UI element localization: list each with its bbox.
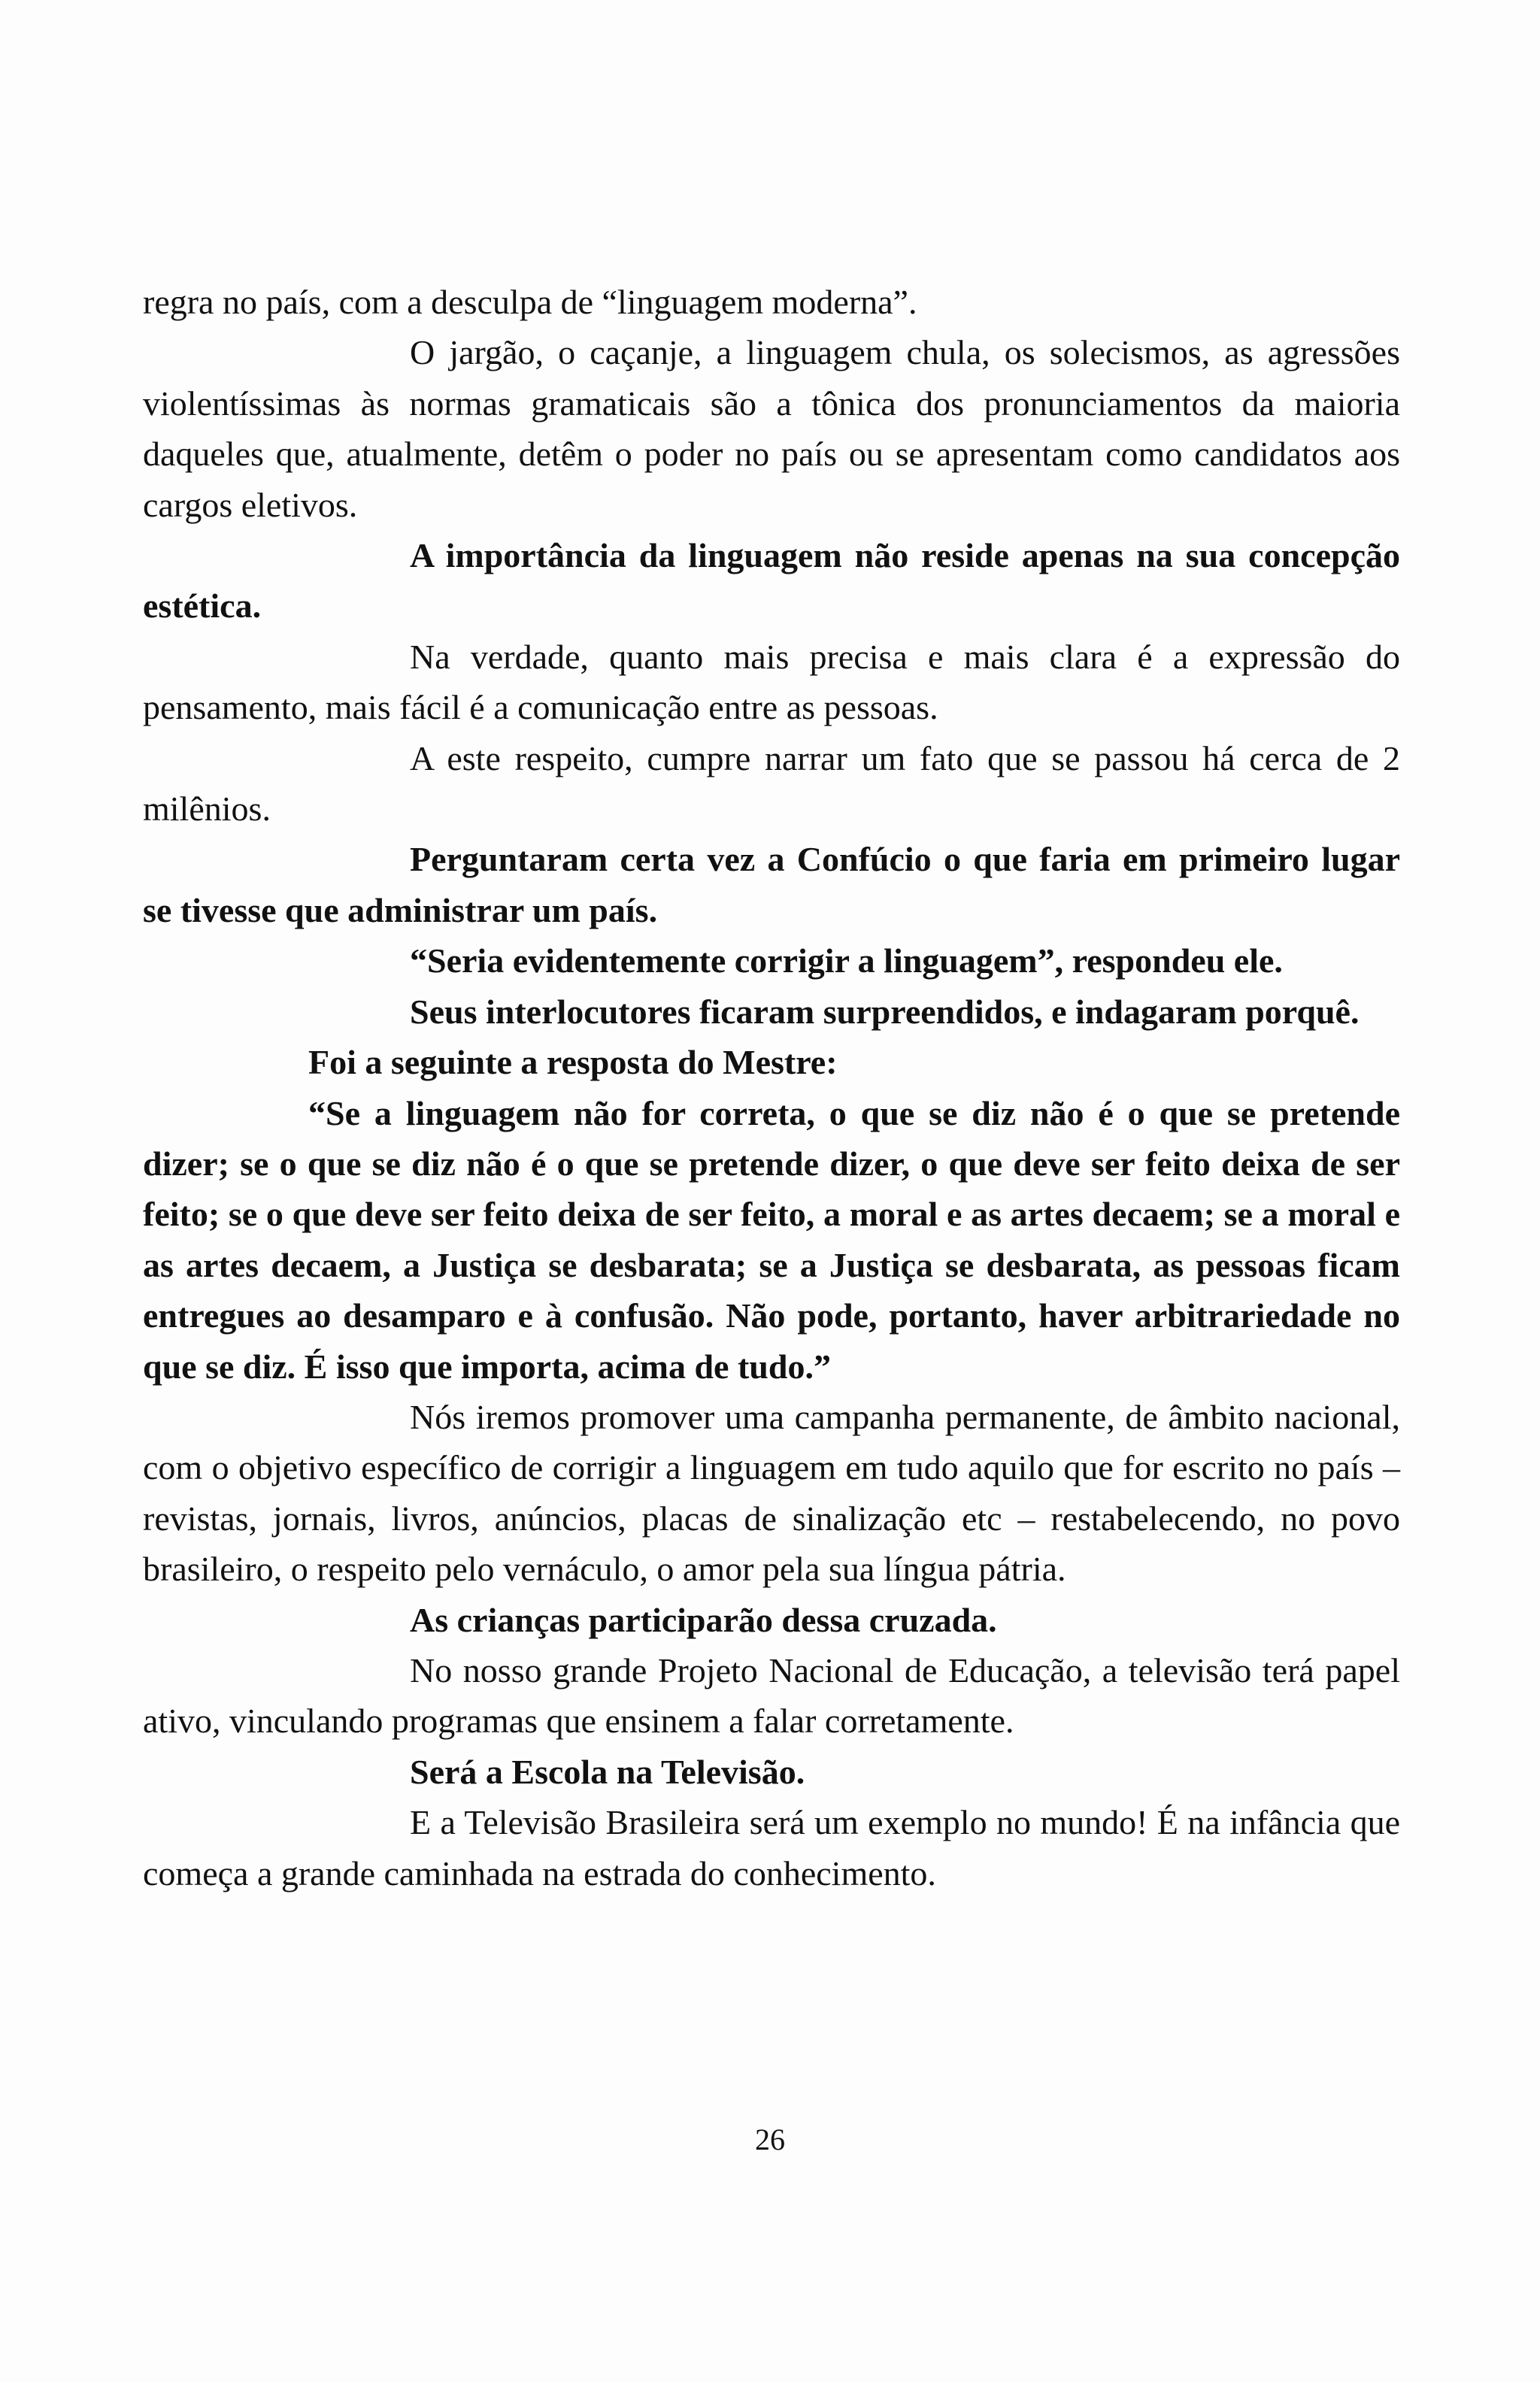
paragraph-1: regra no país, com a desculpa de “linguagem moderna”. bbox=[143, 283, 917, 321]
paragraph-2: O jargão, o caçanje, a linguagem chula, os solecismos, as agressões violentíssimas às normas gramaticais são a tônica dos pronunciamentos da maioria daqueles que, atualmente, detêm o poder no país ou se apresentam como candidatos aos cargos eletivos. bbox=[143, 333, 1400, 524]
paragraph-6: Perguntaram certa vez a Confúcio o que faria em primeiro lugar se tivesse que administrar um país. bbox=[143, 840, 1400, 929]
paragraph-15: E a Televisão Brasileira será um exemplo no mundo! É na infância que começa a grande caminhada na estrada do conhecimento. bbox=[143, 1803, 1400, 1893]
paragraph-11: Nós iremos promover uma campanha permanente, de âmbito nacional, com o objetivo específico de corrigir a linguagem em tudo aquilo que for escrito no país – revistas, jornais, livros, anúncios, placas de sinalização etc – restabelecendo, no povo brasileiro, o respeito pelo vernáculo, o amor pela sua língua pátria. bbox=[143, 1397, 1400, 1589]
paragraph-3: A importância da linguagem não reside apenas na sua concepção estética. bbox=[143, 536, 1400, 626]
paragraph-5: A este respeito, cumpre narrar um fato que se passou há cerca de 2 milênios. bbox=[143, 738, 1400, 829]
body-text bbox=[143, 277, 1400, 1899]
paragraph-13: No nosso grande Projeto Nacional de Educação, a televisão terá papel ativo, vinculando programas que ensinem a falar corretamente. bbox=[143, 1650, 1400, 1741]
paragraph-8: Seus interlocutores ficaram surpreendidos, e indagaram porquê. bbox=[410, 992, 1360, 1031]
paragraph-10-quote: “Se a linguagem não for correta, o que se diz não é o que se pretende dizer; se o que se diz não é o que se pretende dizer, o que deve ser feito deixa de ser feito; se o que deve ser feito deixa de ser feito, a moral e as artes decaem; se a moral e as artes decaem, a Justiça se desbarata; se a Justiça se desbarata, as pessoas ficam entregues ao desamparo e à confusão. Não pode, portanto, haver arbitrariedade no que se diz. É isso que importa, acima de tudo.” bbox=[143, 1093, 1400, 1386]
paragraph-4: Na verdade, quanto mais precisa e mais clara é a expressão do pensamento, mais fácil é a comunicação entre as pessoas. bbox=[143, 637, 1400, 727]
page-number: 26 bbox=[755, 2123, 785, 2156]
paragraph-9: Foi a seguinte a resposta do Mestre: bbox=[308, 1043, 838, 1082]
paragraph-14: Será a Escola na Televisão. bbox=[410, 1752, 805, 1791]
paragraph-12: As crianças participarão dessa cruzada. bbox=[410, 1600, 997, 1639]
paragraph-7: “Seria evidentemente corrigir a linguagem”, respondeu ele. bbox=[410, 941, 1283, 980]
